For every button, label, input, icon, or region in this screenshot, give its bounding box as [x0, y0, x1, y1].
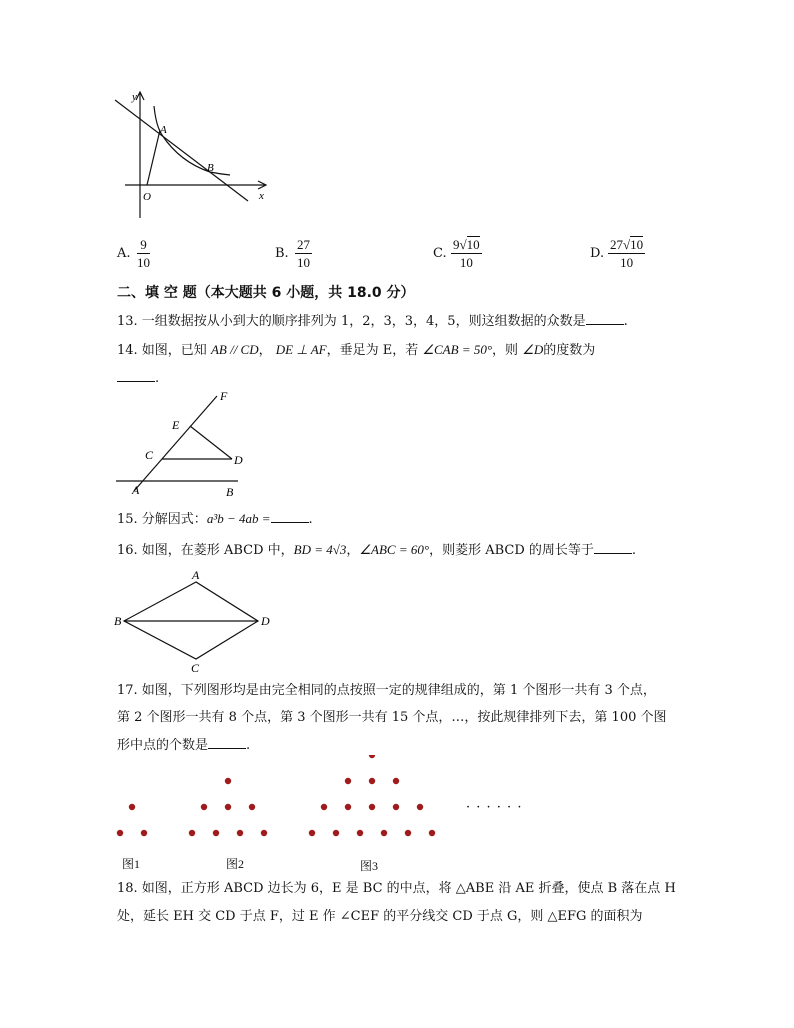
q16-bd: BD = 4√3: [293, 542, 347, 557]
line-ab: [115, 100, 248, 201]
option-c-label: C.: [433, 246, 447, 261]
option-a-label: A.: [117, 246, 131, 261]
radical-icon: √: [459, 237, 467, 252]
q14-p3: ，则: [492, 343, 519, 358]
question-17-line-3: [117, 736, 250, 755]
question-18-line-2: 处，延长 EH 交 CD 于点 F，过 E 作 ∠CEF 的平分线交 CD 于点 G，则 △EFG 的面积为: [117, 909, 643, 924]
question-17-line-2: 第 2 个图形一共有 8 个点，第 3 个图形一共有 15 个点，…，按此规律排列下去，第 100 个图: [117, 710, 667, 725]
fig17-dot: [381, 830, 387, 836]
option-d-coef: 27: [610, 237, 623, 252]
q16-p2: ，则菱形 ABCD 的周长等于: [429, 543, 594, 558]
fig17-dot: [261, 830, 267, 836]
fig17-dot: [189, 830, 195, 836]
fig17-dot: [321, 804, 327, 810]
fig17-dot: [141, 830, 147, 836]
option-b-numerator: 27: [297, 237, 310, 252]
q16-angle: ∠ABC = 60°: [359, 542, 430, 557]
question-13: [117, 312, 628, 331]
question-14: [117, 341, 595, 360]
q16-sep: ，: [346, 543, 360, 558]
fig17-dot: [393, 778, 399, 784]
figure-14: [112, 388, 262, 503]
question-15: [117, 510, 313, 529]
label-b: B: [207, 162, 214, 174]
fig14-line-af: [134, 396, 217, 491]
q14-de-af: DE ⊥ AF: [275, 342, 327, 357]
q15-expr: a³b − 4ab =: [206, 511, 271, 526]
q14-angle: ∠CAB = 50°: [422, 342, 493, 357]
q16-p1: 16. 如图，在菱形 ABCD 中，: [117, 543, 294, 558]
fig17-dot: [117, 830, 123, 836]
fig17-caption-1: 图1: [122, 857, 141, 871]
fig17-caption-2: 图2: [226, 857, 245, 871]
q15-text: 15. 分解因式：: [117, 512, 207, 527]
option-a-numerator: 9: [137, 236, 150, 254]
fig14-label-b: B: [226, 485, 234, 499]
q14-ab-cd: AB // CD: [210, 342, 259, 357]
fig16-label-c: C: [191, 661, 200, 675]
fig17-dot: [309, 830, 315, 836]
label-y: y: [132, 91, 137, 103]
fig14-label-d: D: [234, 453, 243, 467]
option-c-numerator: [451, 236, 482, 254]
q14-angle-d: ∠D: [522, 342, 544, 357]
fig14-label-f: F: [220, 389, 228, 403]
option-d-denominator: 10: [620, 255, 634, 270]
question-16: [117, 541, 636, 560]
fig17-dot: [225, 778, 231, 784]
q17-end: .: [246, 738, 251, 753]
label-o: O: [143, 191, 151, 203]
fig17-dot: [213, 830, 219, 836]
fig14-label-c: C: [145, 448, 154, 462]
fig14-label-a: A: [132, 483, 140, 497]
fig17-ellipsis: · · · · · ·: [466, 800, 523, 815]
radical-icon: √: [623, 237, 631, 252]
label-a: A: [160, 124, 167, 136]
q14-p4: 的度数为: [543, 343, 596, 358]
fig17-dot: [225, 804, 231, 810]
q14-p1: 14. 如图，已知: [117, 343, 207, 358]
option-c-denominator: 10: [459, 255, 473, 270]
fig17-dot: [369, 755, 375, 758]
q16-answer-blank[interactable]: [594, 541, 632, 554]
q15-end: .: [308, 512, 313, 527]
q13-answer-blank[interactable]: [586, 312, 624, 325]
option-d-numerator: [608, 236, 645, 254]
q14-answer-blank[interactable]: [117, 369, 155, 382]
fig17-dot: [237, 830, 243, 836]
fig17-dot: [369, 778, 375, 784]
option-d-radicand: 10: [630, 237, 644, 252]
fig14-line-ed: [190, 426, 232, 459]
question-14-answer: [117, 369, 159, 388]
fig17-dot: [405, 830, 411, 836]
fig17-dot: [369, 804, 375, 810]
fig17-dot: [201, 804, 207, 810]
fig17-dot: [345, 778, 351, 784]
fig17-dot: [357, 830, 363, 836]
option-d-label: D.: [590, 246, 605, 261]
q13-text: 13. 一组数据按从小到大的顺序排列为 1，2，3，3，4，5，则这组数据的众数是: [117, 314, 586, 329]
fig14-label-e: E: [172, 418, 180, 432]
label-x: x: [259, 190, 264, 202]
fig17-dot: [417, 804, 423, 810]
option-b-denominator: 10: [297, 255, 310, 270]
q14-sep1: ，: [258, 343, 272, 358]
q17-answer-blank[interactable]: [208, 736, 246, 749]
question-17-line-1: 17. 如图，下列图形均是由完全相同的点按照一定的规律组成的，第 1 个图形一共有 3 个点，: [117, 683, 656, 698]
figure-17: [110, 755, 550, 840]
q13-end: .: [623, 314, 628, 329]
hyperbola-curve: [154, 106, 230, 175]
q15-answer-blank[interactable]: [271, 510, 309, 523]
fig17-dot: [393, 804, 399, 810]
coordinate-graph: [110, 88, 280, 223]
q14-p2: ，垂足为 E，若: [326, 343, 419, 358]
fig17-dot: [129, 804, 135, 810]
q16-end: .: [631, 543, 637, 558]
fig17-dot: [429, 830, 435, 836]
fig17-dot: [345, 804, 351, 810]
q17-l3: 形中点的个数是: [117, 738, 209, 753]
figure-16: [112, 566, 282, 678]
fig17-dot: [333, 830, 339, 836]
fig16-label-d: D: [261, 614, 270, 628]
q14-end: .: [155, 371, 160, 386]
option-b-label: B.: [275, 246, 289, 261]
option-c-radicand: 10: [466, 237, 480, 252]
fig17-caption-3: 图3: [360, 859, 379, 873]
fig16-label-a: A: [192, 568, 200, 582]
fig17-dot: [249, 804, 255, 810]
question-18-line-1: 18. 如图，正方形 ABCD 边长为 6，E 是 BC 的中点，将 △ABE 沿 AE 折叠，使点 B 落在点 H: [117, 881, 676, 896]
fig16-label-b: B: [114, 614, 122, 628]
option-c-coef: 9: [453, 237, 460, 252]
line-oa: [147, 130, 160, 185]
section-title: 二、填 空 题（本大题共 6 小题，共 18.0 分）: [117, 285, 415, 301]
option-a-denominator: 10: [137, 255, 150, 270]
